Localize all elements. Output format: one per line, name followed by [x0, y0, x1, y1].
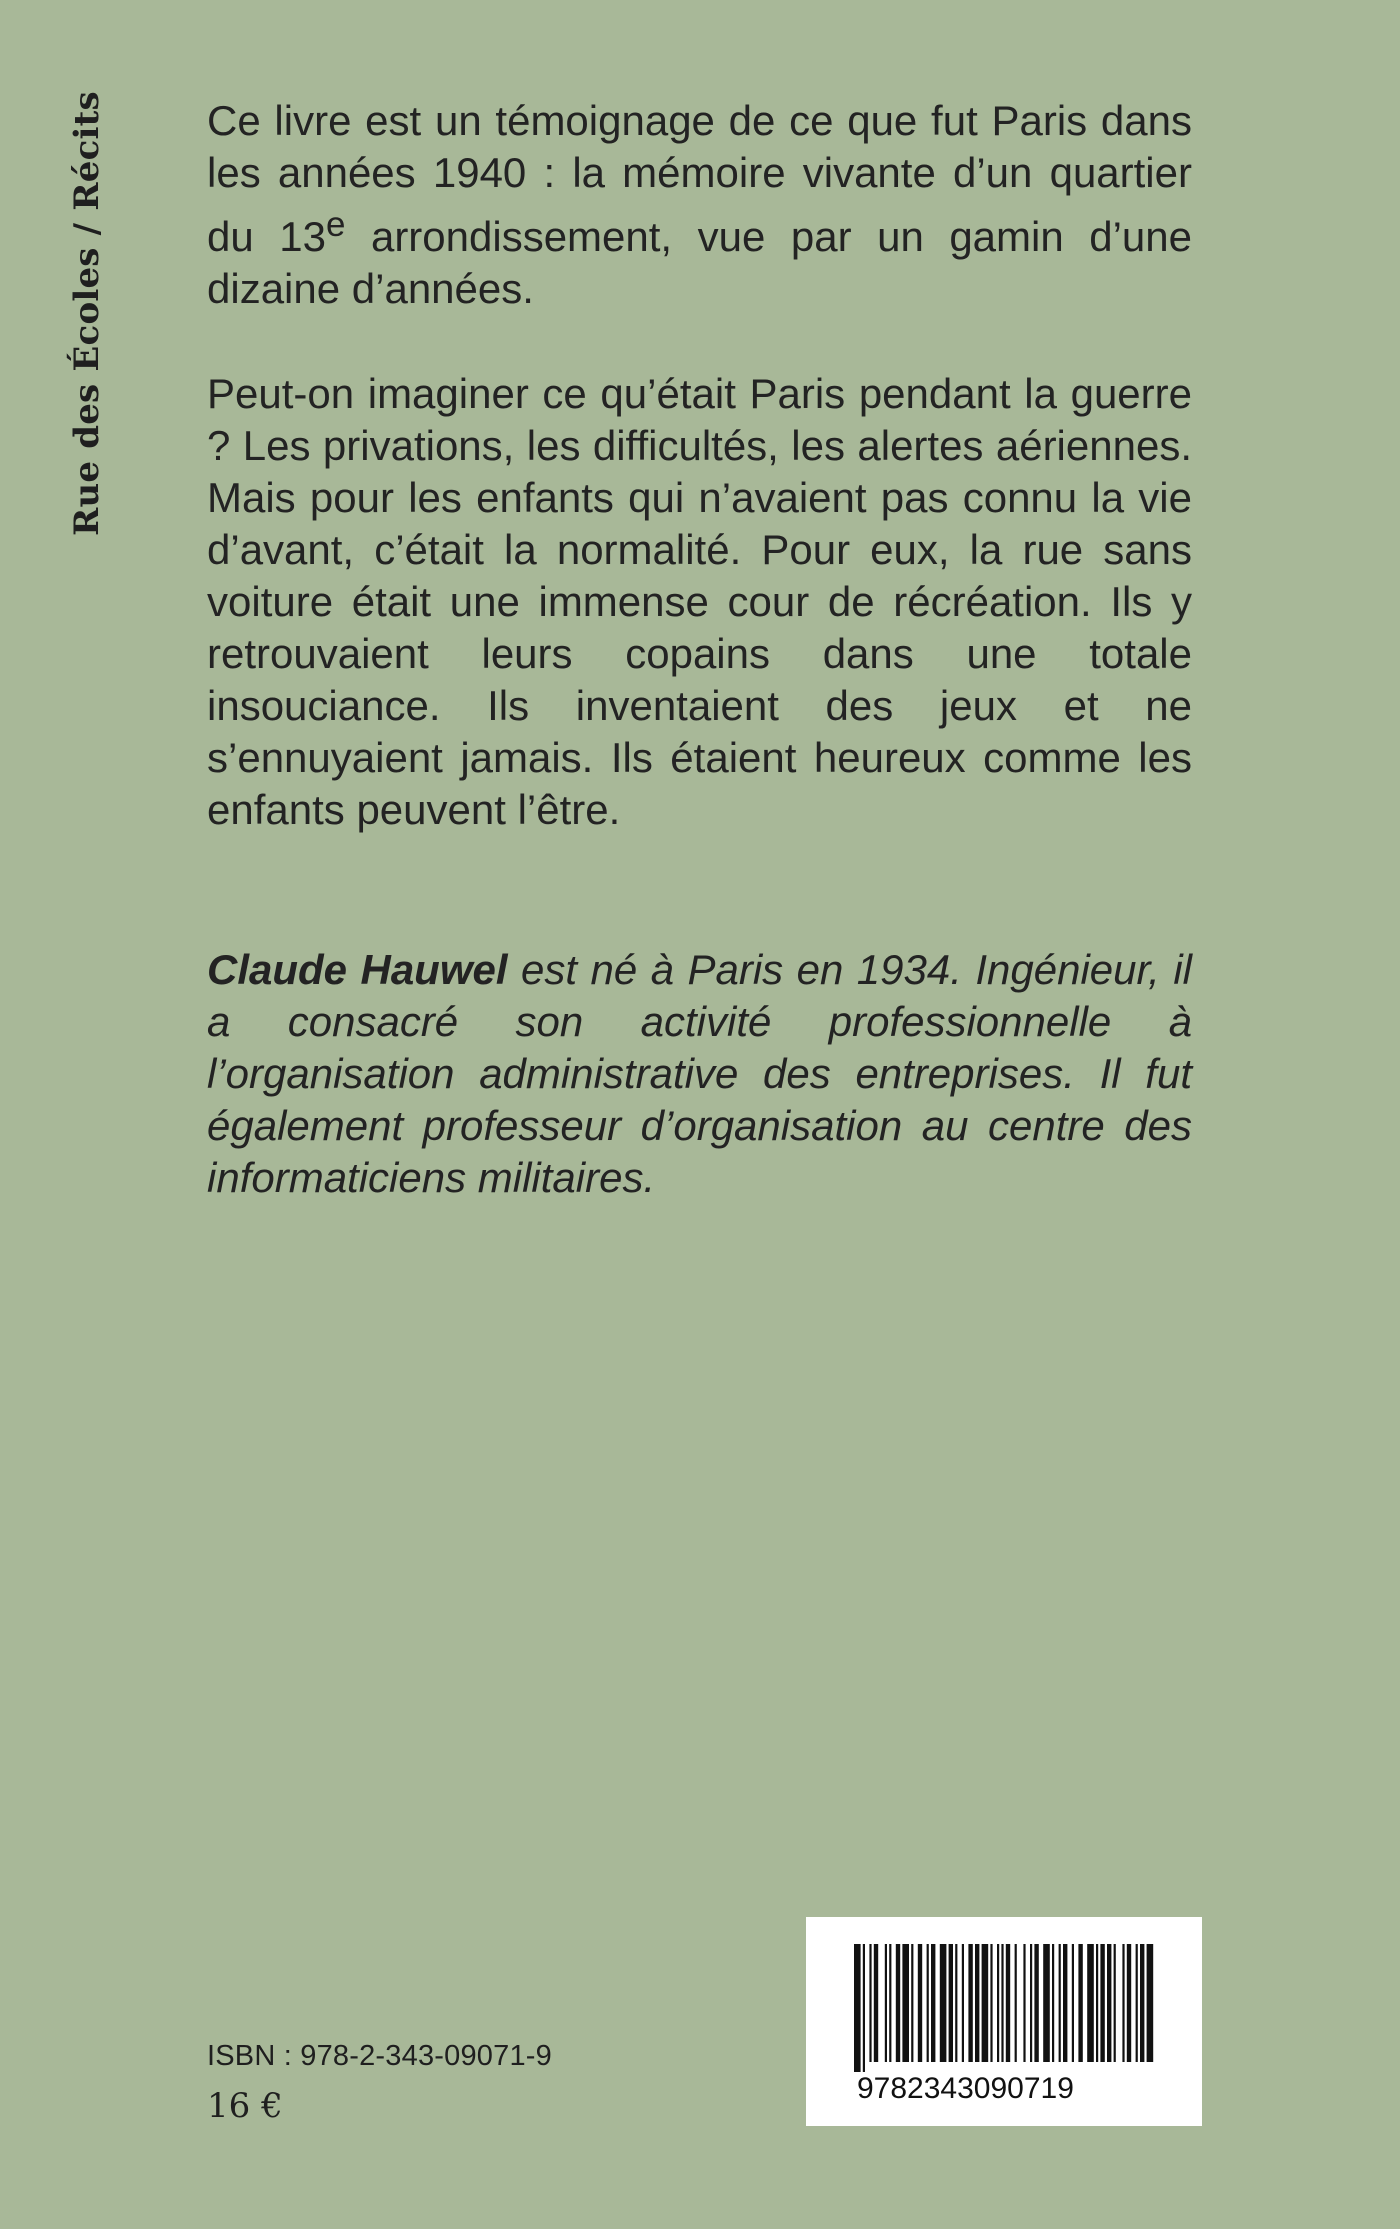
barcode-bar: [869, 1944, 871, 2062]
barcode-bar: [982, 1944, 989, 2062]
barcode-bar: [854, 1944, 861, 2072]
barcode-bar: [1052, 1944, 1054, 2062]
barcode-bar: [896, 1944, 900, 2062]
barcode-bar: [1043, 1944, 1050, 2062]
barcode-bar: [955, 1944, 957, 2062]
war-childhood-paragraph: Peut-on imaginer ce qu’était Paris pendant la guerre ? Les privations, les difficultés, les alertes aériennes. Mais pour les enfants qui n’avaient pas connu la vie d’avant, c’était la normalité. Pour eux, la rue sans voiture était une immense cour de récréation. Ils y retrouvaient leurs copains dans une totale insouciance. Ils inventaient des jeux et ne s’ennuyaient jamais. Ils étaient heureux comme les enfants peuvent l’être.: [207, 370, 1192, 833]
intro-text-before-superscript: Ce livre est un témoignage de ce que fut Paris dans les années 1940 : la mémoire vivante d’un quartier du 13: [207, 97, 1192, 260]
barcode-bar: [1023, 1944, 1025, 2062]
intro-text-after-superscript: arrondissement, vue par un gamin d’une dizaine d’années.: [207, 213, 1192, 312]
barcode-panel: [806, 1917, 1202, 2126]
spine-series-text: Rue des Écoles / Récits: [67, 91, 107, 536]
barcode-bar: [1107, 1944, 1111, 2062]
barcode-bar: [949, 1944, 953, 2062]
barcode-bar: [1001, 1944, 1003, 2062]
barcode-bar: [990, 1944, 992, 2062]
barcode-bar: [1100, 1944, 1104, 2062]
barcode-bar: [1072, 1944, 1074, 2062]
spine-series-label: [67, 91, 114, 536]
barcode-bar: [902, 1944, 909, 2062]
barcode-bar: [1063, 1944, 1067, 2062]
barcode-bar: [940, 1944, 947, 2062]
barcode-digits: 9782343090719: [857, 2072, 1074, 2102]
barcode-bar: [1030, 1944, 1032, 2062]
barcode-bar: [1140, 1944, 1144, 2062]
barcode-bar: [885, 1944, 887, 2062]
barcode-bar: [1147, 1944, 1154, 2062]
barcode-bar: [1096, 1944, 1098, 2062]
barcode-bar: [863, 1944, 865, 2072]
barcode-bar: [975, 1944, 979, 2062]
barcode-bar: [911, 1944, 913, 2062]
barcode-bar: [1114, 1944, 1116, 2062]
intro-paragraph: [207, 95, 1192, 315]
barcode-bar: [1034, 1944, 1038, 2062]
barcode-bar: [874, 1944, 878, 2062]
barcode-bar: [1087, 1944, 1094, 2062]
barcode-bar: [997, 1944, 999, 2062]
ordinal-superscript: e: [325, 205, 346, 244]
barcode-bar: [968, 1944, 972, 2062]
barcode-bar: [1006, 1944, 1010, 2062]
barcode-bar: [962, 1944, 964, 2062]
barcode-bar: [1015, 1944, 1017, 2062]
barcode-bar: [889, 1944, 891, 2062]
barcode-bars: [854, 1944, 1153, 2072]
barcode-bar: [918, 1944, 922, 2062]
cover-text-block: [207, 95, 1192, 1204]
isbn-text: ISBN : 978-2-343-09071-9: [207, 2040, 552, 2072]
barcode-bar: [1078, 1944, 1082, 2062]
barcode-bar: [927, 1944, 929, 2062]
barcode-bar: [1122, 1944, 1124, 2062]
author-bio-text: est né à Paris en 1934. Ingénieur, il a consacré son activité professionnelle à l’organisation administrative des entreprises. Il fut également professeur d’organisation au centre des informaticiens militaires.: [207, 946, 1192, 1201]
barcode-graphic: [853, 1944, 1155, 2102]
barcode-bar: [931, 1944, 935, 2062]
barcode-bar: [1127, 1944, 1131, 2062]
author-bio-paragraph: [207, 944, 1192, 1204]
price-text: 16 €: [207, 2086, 283, 2126]
barcode-bar: [1059, 1944, 1061, 2062]
barcode-bar: [1136, 1944, 1138, 2062]
author-name: Claude Hauwel: [207, 946, 508, 993]
